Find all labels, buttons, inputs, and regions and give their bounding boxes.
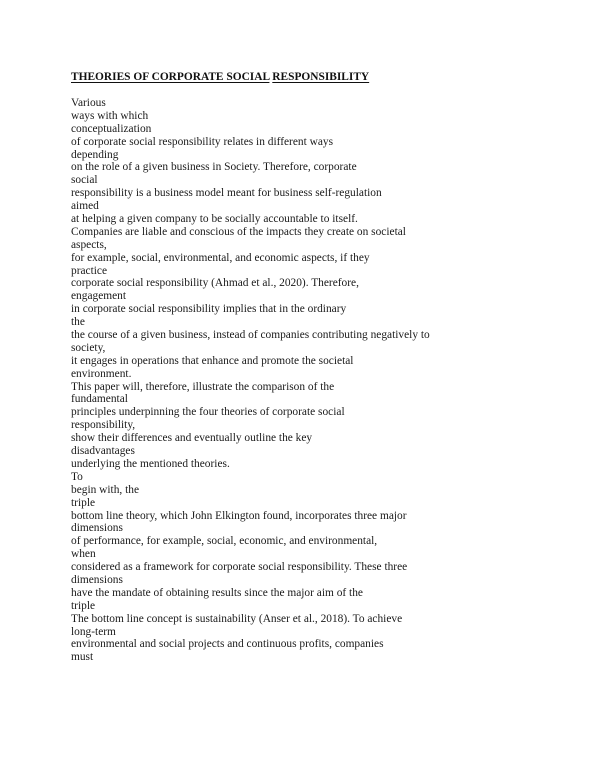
body-line: considered as a framework for corporate social responsibility. These three	[71, 561, 408, 574]
body-line: dimensions	[71, 522, 123, 535]
body-line: when	[71, 548, 96, 561]
body-line: engagement	[71, 290, 127, 303]
body-line: disadvantages	[71, 445, 135, 458]
body-line: responsibility is a business model meant for business self-regulation	[71, 187, 382, 200]
body-line: long-term	[71, 625, 116, 638]
body-line: aspects,	[71, 238, 107, 251]
body-line: begin with, the	[71, 483, 140, 496]
body-line: The bottom line concept is sustainability (Anser et al., 2018). To achieve	[71, 612, 403, 625]
body-line: in corporate social responsibility implies that in the ordinary	[71, 303, 347, 316]
body-line: the	[71, 316, 85, 329]
body-line: show their differences and eventually outline the key	[71, 432, 313, 445]
body-line: society,	[71, 341, 106, 354]
body-line: conceptualization	[71, 122, 152, 135]
body-line: the course of a given business, instead of companies contributing negatively to	[71, 329, 430, 342]
body-line: Companies are liable and conscious of the impacts they create on societal	[71, 225, 406, 238]
body-line: of corporate social responsibility relates in different ways	[71, 135, 334, 148]
body-line: depending	[71, 148, 119, 161]
body-line: social	[71, 174, 98, 187]
body-line: have the mandate of obtaining results since the major aim of the	[71, 586, 363, 599]
body-line: principles underpinning the four theories of corporate social	[71, 406, 345, 419]
body-line: This paper will, therefore, illustrate the comparison of the	[71, 380, 335, 393]
body-line: practice	[71, 264, 108, 277]
body-line: triple	[71, 599, 96, 612]
body-line: bottom line theory, which John Elkington found, incorporates three major	[71, 509, 407, 522]
body-line: Various	[71, 97, 106, 109]
body-line: aimed	[71, 200, 99, 213]
body-line: ways with which	[71, 109, 149, 122]
body-line: environment.	[71, 367, 132, 380]
body-line: environmental and social projects and continuous profits, companies	[71, 638, 384, 651]
body-line: fundamental	[71, 393, 128, 406]
title-part-1: THEORIES OF CORPORATE SOCIAL	[71, 71, 270, 83]
body-line: responsibility,	[71, 419, 136, 432]
body-line: for example, social, environmental, and economic aspects, if they	[71, 251, 370, 264]
body-line: on the role of a given business in Society. Therefore, corporate	[71, 161, 357, 174]
body-line: at helping a given company to be socially accountable to itself.	[71, 213, 358, 226]
body-line: of performance, for example, social, economic, and environmental,	[71, 535, 378, 548]
body-line: dimensions	[71, 573, 123, 586]
body-line: must	[71, 651, 94, 664]
body-line: it engages in operations that enhance and promote the societal	[71, 354, 354, 367]
body-line: To	[71, 470, 83, 483]
document-body	[71, 97, 571, 664]
body-line: triple	[71, 496, 96, 509]
body-line: corporate social responsibility (Ahmad et al., 2020). Therefore,	[71, 277, 359, 290]
document-title	[71, 70, 369, 84]
body-line: underlying the mentioned theories.	[71, 457, 230, 470]
title-part-2: RESPONSIBILITY	[272, 71, 370, 83]
